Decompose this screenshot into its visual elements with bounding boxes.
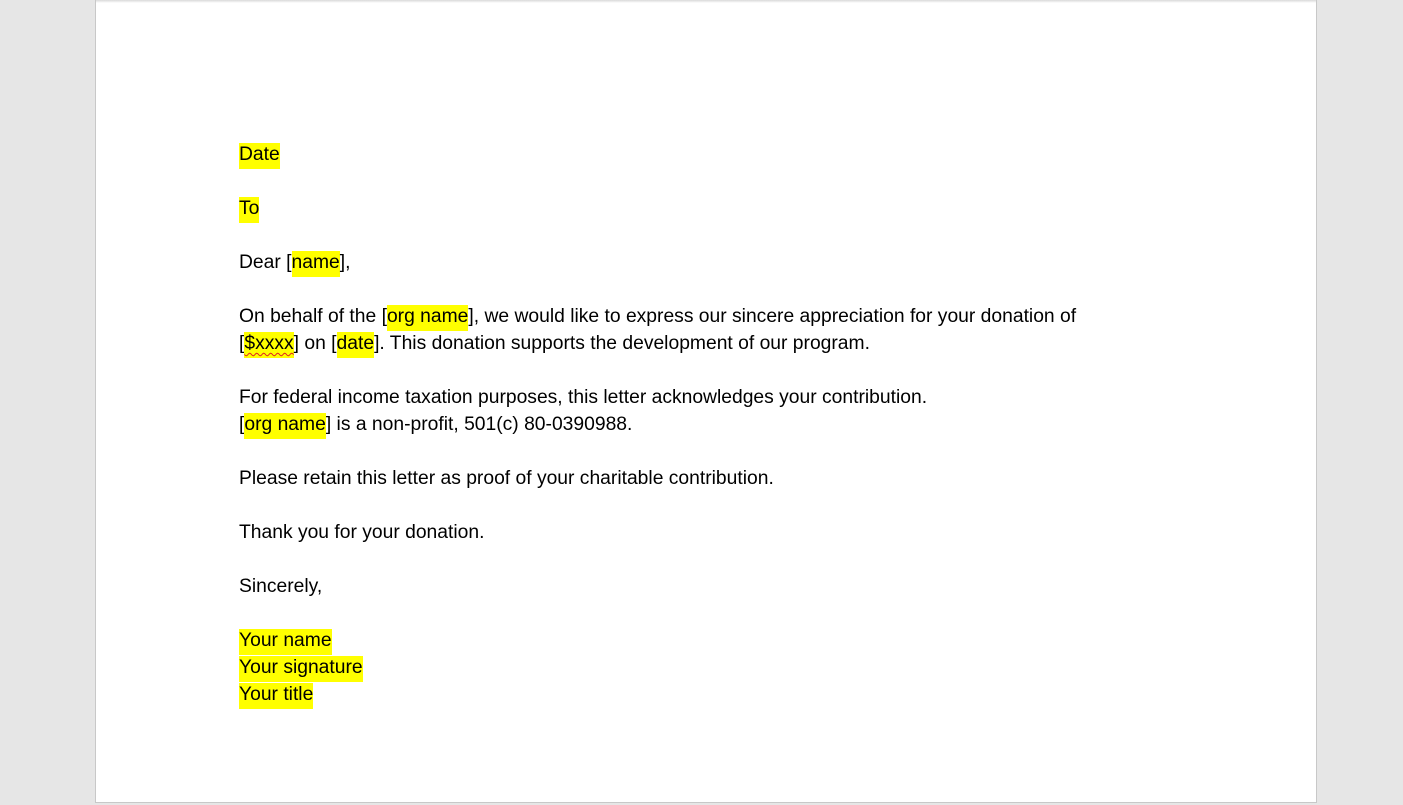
signature-title-line bbox=[239, 681, 1199, 708]
appreciation-line-1-suffix: ], we would like to express our sincere appreciation for your donation of bbox=[468, 306, 1077, 327]
appreciation-line-1 bbox=[239, 303, 1199, 330]
retain-paragraph: Please retain this letter as proof of your charitable contribution. bbox=[239, 468, 774, 489]
recipient-paragraph bbox=[239, 195, 1199, 222]
appreciation-line-1-prefix: On behalf of the [ bbox=[239, 306, 387, 327]
salutation-paragraph bbox=[239, 249, 1199, 276]
name-placeholder: name bbox=[292, 251, 340, 277]
salutation-prefix: Dear [ bbox=[239, 252, 292, 273]
org-name-placeholder: org name bbox=[387, 305, 468, 331]
donation-date-placeholder: date bbox=[337, 332, 375, 358]
date-placeholder: Date bbox=[239, 143, 280, 169]
tax-line-1: For federal income taxation purposes, this letter acknowledges your contribution. bbox=[239, 387, 928, 408]
your-name-placeholder: Your name bbox=[239, 629, 332, 655]
letter-body[interactable] bbox=[239, 141, 1199, 708]
tax-paragraph bbox=[239, 384, 1199, 438]
tax-line-2 bbox=[239, 411, 1199, 438]
salutation-suffix: ], bbox=[339, 252, 351, 273]
to-placeholder: To bbox=[239, 197, 259, 223]
thanks-paragraph: Thank you for your donation. bbox=[239, 522, 485, 543]
tax-line-2-prefix: [ bbox=[239, 414, 245, 435]
date-paragraph bbox=[239, 141, 1199, 168]
document-page[interactable] bbox=[95, 0, 1317, 803]
org-name-placeholder-2: org name bbox=[244, 413, 325, 439]
your-signature-placeholder: Your signature bbox=[239, 656, 363, 682]
appreciation-line-2-prefix: [ bbox=[239, 333, 245, 354]
closing-paragraph: Sincerely, bbox=[239, 576, 323, 597]
page-edge-shadow bbox=[96, 0, 1316, 3]
tax-line-2-suffix: ] is a non-profit, 501(c) 80-0390988. bbox=[325, 414, 633, 435]
your-title-placeholder: Your title bbox=[239, 683, 313, 709]
appreciation-paragraph bbox=[239, 303, 1199, 357]
appreciation-line-2-suffix: ]. This donation supports the development of our program. bbox=[374, 333, 870, 354]
signature-block bbox=[239, 627, 1199, 708]
signature-name-line bbox=[239, 627, 1199, 654]
appreciation-line-2 bbox=[239, 330, 1199, 357]
signature-line bbox=[239, 654, 1199, 681]
appreciation-line-2-mid: ] on [ bbox=[293, 333, 337, 354]
amount-placeholder: $xxxx bbox=[244, 332, 293, 358]
